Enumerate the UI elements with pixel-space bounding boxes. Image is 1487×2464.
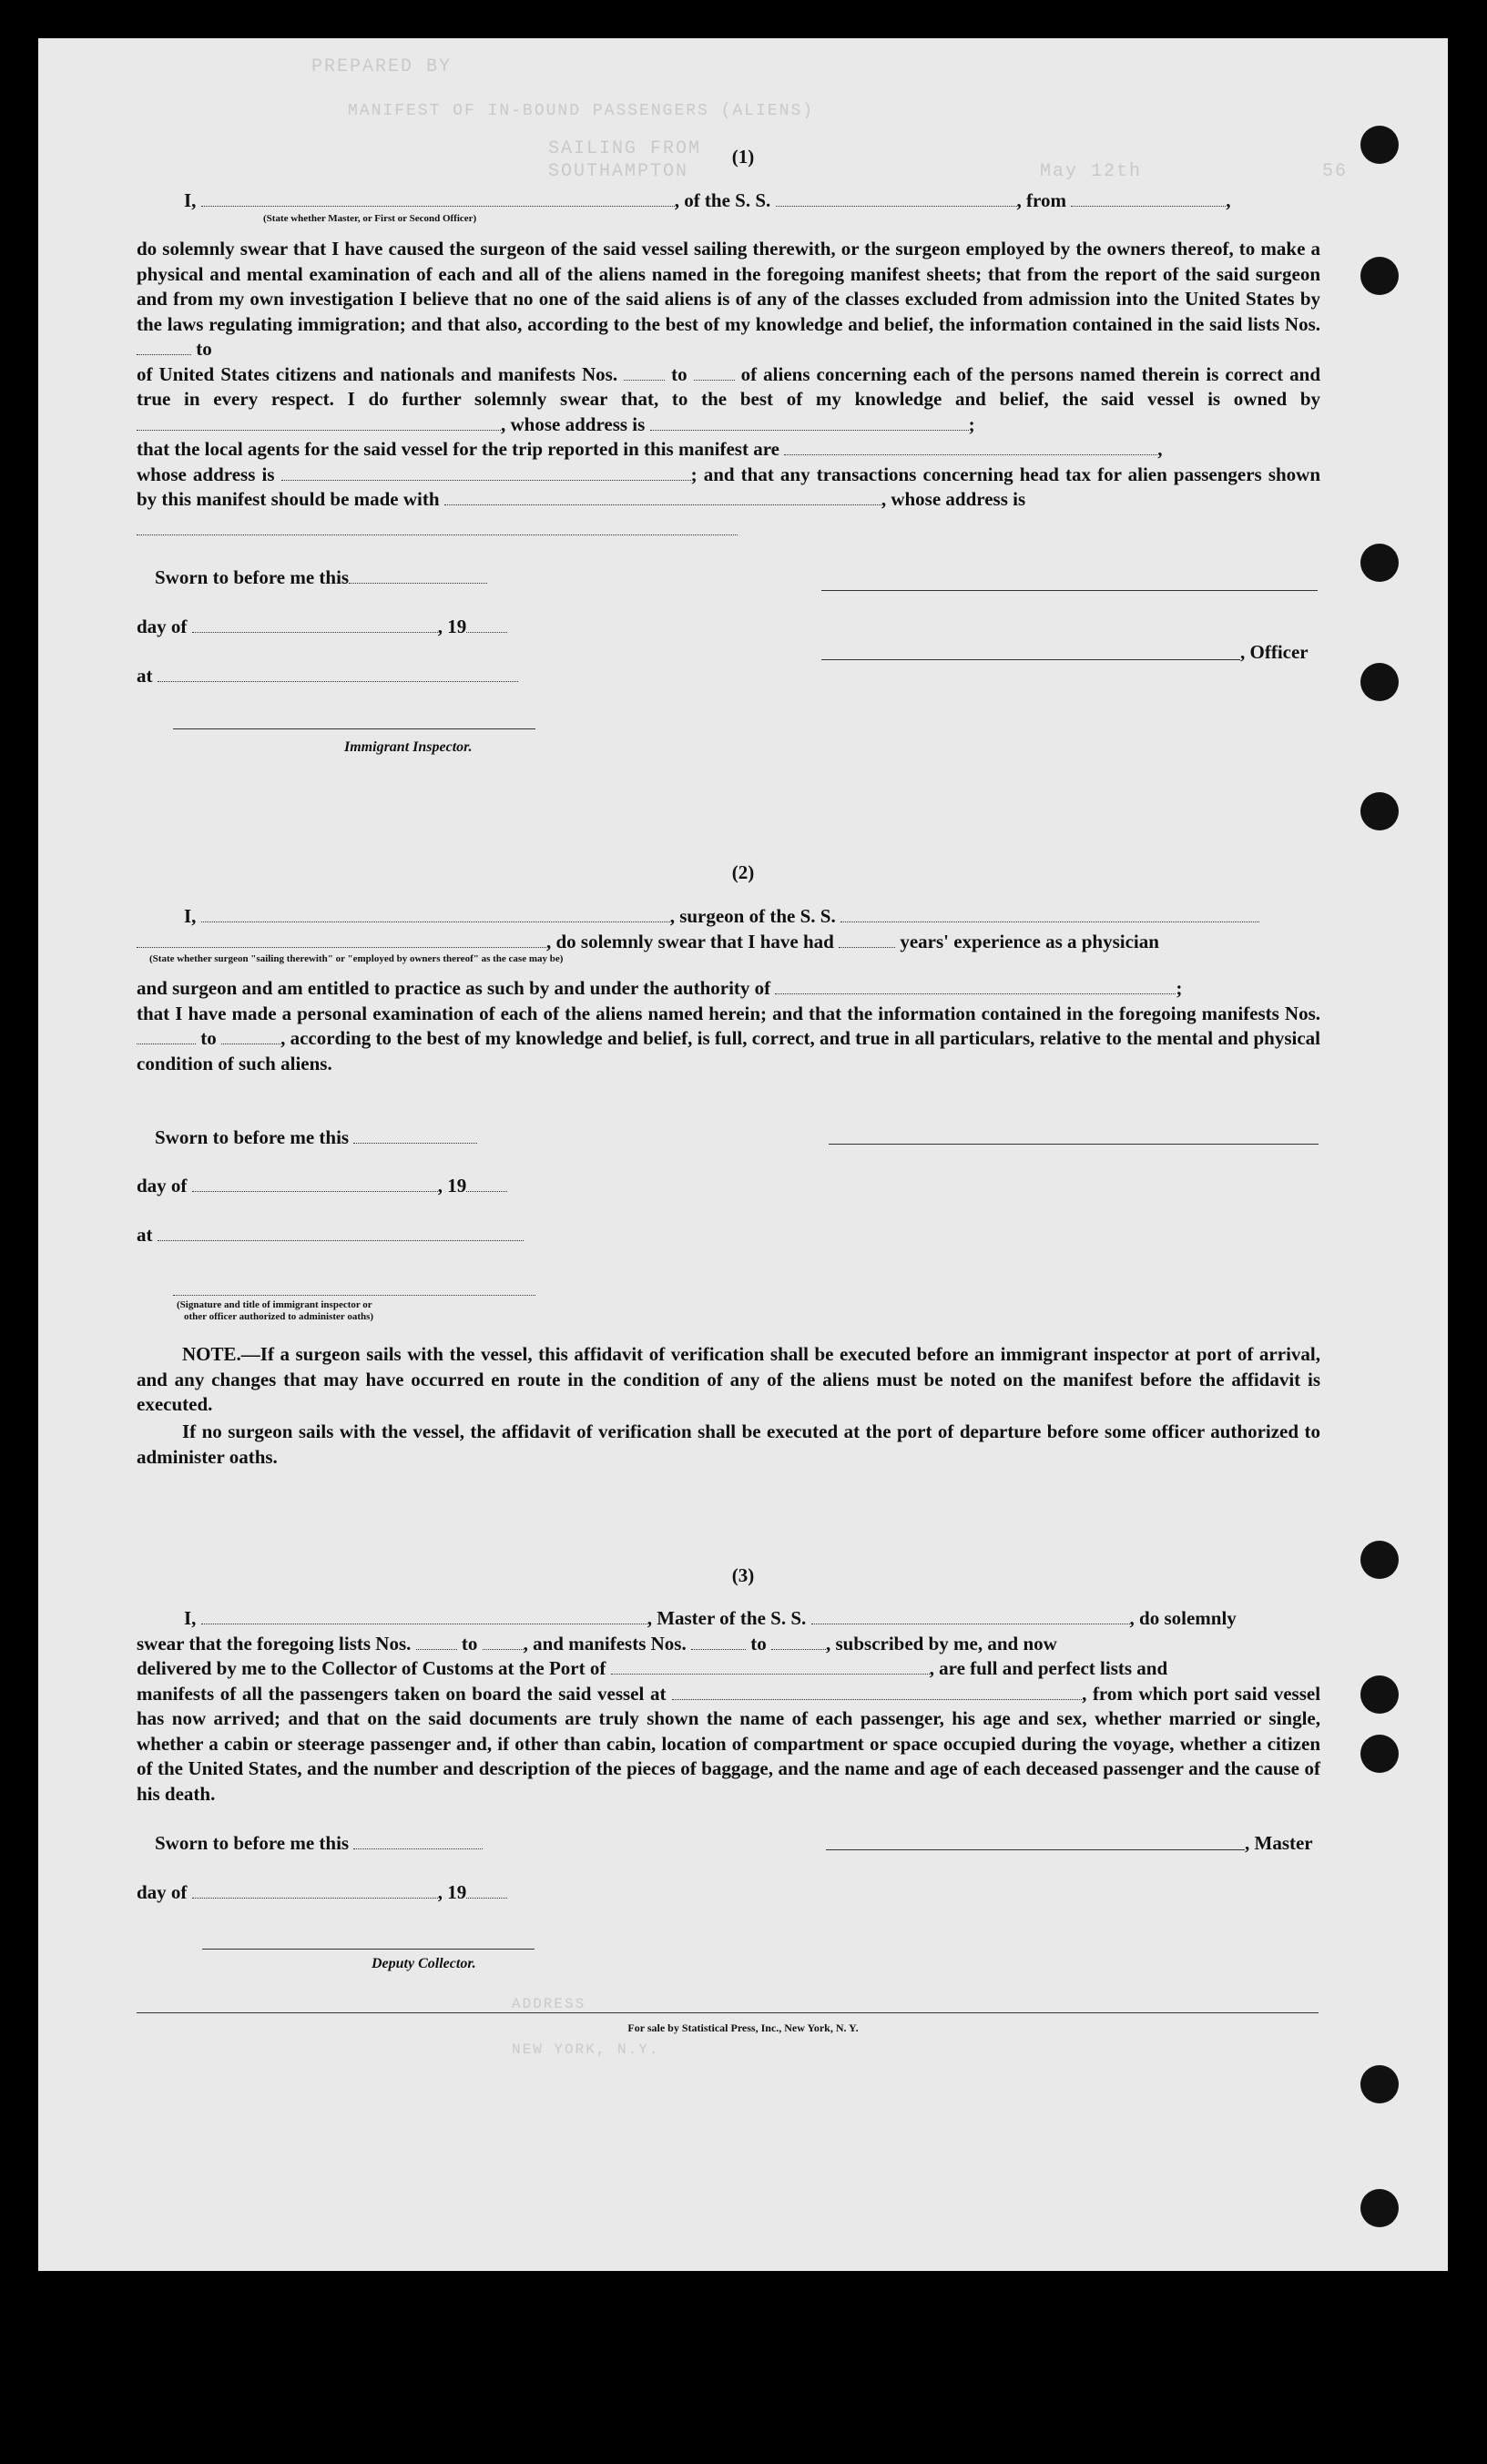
section-1-number: (1)	[731, 146, 755, 168]
year-field[interactable]	[466, 1176, 507, 1192]
manifests-all-text: manifests of all the passengers taken on board the said vessel at	[137, 1682, 667, 1705]
examination-text: that I have made a personal examination of each of the aliens named herein; and that the information contained in the foregoing manifests Nos.	[137, 1002, 1320, 1024]
text-to: to	[200, 1027, 217, 1049]
officer-signature-line[interactable]	[821, 590, 1318, 591]
section-1-body: do solemnly swear that I have caused the surgeon of the said vessel sailing therewith, or the surgeon employed by the owners thereof, to make a physical and mental examination of each and all of the aliens named in the foregoing manifest sheets; that from the report of the said surgeon and from my own investigation I believe that no one of the said aliens is of any of the classes excluded from admission into the United States by the laws regulating immigration; and that also, according to the best of my knowledge and belief, the information contained in the said lists Nos. to of United States citizens and nationals and manifests Nos. to of aliens concerning each of the persons named therein is correct and true in every respect. I do further solemnly swear that, to the best of my knowledge and belief, the said vessel is owned by , whose address is ; that the local agents for the said vessel for the trip reported in this manifest are , whose address is ; and that any transactions concerning head tax for alien passengers shown by this manifest should be made with , whose address is	[137, 238, 1321, 510]
agents-text: that the local agents for the said vessel for the trip reported in this manifest are	[137, 438, 779, 460]
section-3-number: (3)	[731, 1564, 755, 1586]
ghost-text: May 12th	[1040, 161, 1143, 182]
from-port-field[interactable]	[1071, 191, 1226, 207]
at-label	[137, 1224, 524, 1247]
officer-name-field[interactable]	[201, 191, 675, 207]
punch-hole	[1360, 1541, 1399, 1579]
place-field[interactable]	[158, 667, 518, 682]
master-label: , Master	[1245, 1832, 1313, 1854]
ship-name-field[interactable]	[840, 907, 1259, 922]
officer-title-line[interactable]	[821, 659, 1240, 660]
punch-hole	[1360, 663, 1399, 701]
day-of-text: day of	[137, 616, 188, 637]
ship-name-field[interactable]	[776, 191, 1017, 207]
manifests-from-field[interactable]	[691, 1634, 746, 1650]
ghost-text: PREPARED BY	[311, 56, 453, 77]
day-of-text: day of	[137, 1881, 188, 1903]
port-field[interactable]	[611, 1659, 930, 1675]
manifests-text: , and manifests Nos.	[523, 1632, 687, 1655]
manifests-to-field[interactable]	[694, 365, 735, 381]
text-to: to	[196, 338, 212, 360]
owner-field[interactable]	[137, 415, 501, 431]
ghost-text: SAILING FROM	[548, 138, 702, 159]
sworn-label	[155, 1832, 483, 1855]
year-text: , 19	[437, 1175, 467, 1196]
year-field[interactable]	[466, 1883, 507, 1899]
owner-address-field[interactable]	[650, 415, 969, 431]
inspector-signature-line[interactable]	[173, 728, 535, 729]
full-perfect-text: , are full and perfect lists and	[929, 1657, 1168, 1679]
text-address: , whose address is	[501, 412, 646, 435]
sworn-text: Sworn to before me this	[155, 1832, 350, 1854]
from-which-text: , from which	[1082, 1682, 1188, 1705]
surgeon-of-text: , surgeon of the S. S.	[669, 905, 836, 927]
master-signature-line[interactable]	[826, 1849, 1245, 1850]
sworn-day-field[interactable]	[353, 1834, 483, 1849]
inspector-caption: Immigrant Inspector.	[344, 739, 473, 755]
signature-note-2: other officer authorized to administer oaths)	[184, 1311, 374, 1322]
printer-credit: For sale by Statistical Press, Inc., New York, N. Y.	[627, 2021, 859, 2034]
citizens-text: of United States citizens and nationals and manifests Nos.	[137, 362, 618, 385]
master-name-field[interactable]	[201, 1609, 647, 1624]
section-1-first-line	[184, 189, 1230, 212]
text-i: I,	[184, 905, 197, 927]
punch-hole	[1360, 126, 1399, 164]
delivered-text: delivered by me to the Collector of Customs at the Port of	[137, 1657, 606, 1679]
subscribed-text: , subscribed by me, and now	[825, 1632, 1057, 1655]
ghost-text: MANIFEST OF IN-BOUND PASSENGERS (ALIENS)	[348, 102, 815, 120]
punch-hole	[1360, 2189, 1399, 2227]
head-tax-agent-field[interactable]	[444, 490, 881, 505]
signature-note-1: (Signature and title of immigrant inspector or	[177, 1299, 372, 1310]
agents-address-field[interactable]	[281, 465, 691, 481]
years-field[interactable]	[839, 932, 895, 948]
lists-text: swear that the foregoing lists Nos.	[137, 1632, 412, 1655]
at-label	[137, 665, 518, 687]
punch-hole	[1360, 257, 1399, 295]
aliens-text: of aliens concerning each of the persons named therein is correct and true in every respect. I do further solemnly swear that, to the best of my knowledge and belief, the said vessel is owned by	[137, 362, 1320, 410]
section-2-body: and surgeon and am entitled to practice as such by and under the authority of ; that I have made a personal examination of each of the aliens named herein; and that the information contained in the foregoing manifests Nos. to , according to the best of my knowledge and belief, is full, correct, and true in all particulars, relative to the mental and physical condition of such aliens.	[137, 977, 1321, 1074]
ghost-text: NEW YORK, N.Y.	[512, 2041, 660, 2058]
solemnly-text: , do solemnly	[1129, 1607, 1237, 1629]
authority-field[interactable]	[775, 979, 1176, 994]
sworn-text: Sworn to before me this	[155, 1126, 350, 1148]
note-text: —If a surgeon sails with the vessel, this affidavit of verification shall be executed before an immigrant inspector at port of arrival, and any changes that may have occurred en route in the condition of any of the aliens must be noted on the manifest before the affidavit is executed.	[137, 1343, 1320, 1415]
month-field[interactable]	[192, 1176, 438, 1192]
sworn-label	[155, 1126, 477, 1149]
note-label: NOTE.	[182, 1343, 241, 1365]
surgeon-status-field[interactable]	[137, 932, 546, 948]
surgeon-note: (State whether surgeon "sailing therewith" or "employed by owners thereof" as the case may be)	[149, 953, 564, 964]
punch-hole	[1360, 544, 1399, 582]
year-field[interactable]	[466, 617, 507, 633]
lists-from-field[interactable]	[416, 1634, 457, 1650]
text-address: , whose address is	[881, 488, 1026, 510]
ship-name-field[interactable]	[811, 1609, 1130, 1624]
at-text: at	[137, 1224, 153, 1246]
solemnly-text: , do solemnly swear that I have had	[546, 931, 834, 952]
manifests-to-field[interactable]	[771, 1634, 826, 1650]
condition-text: , according to the best of my knowledge and belief, is full, correct, and true in all particulars, relative to the mental and physical condition of such aliens.	[137, 1027, 1321, 1074]
month-field[interactable]	[192, 617, 438, 633]
ghost-text: 56	[1322, 161, 1349, 182]
year-text: , 19	[437, 1881, 467, 1903]
inspector-signature-line[interactable]	[173, 1295, 535, 1296]
footer-rule	[137, 2012, 1319, 2013]
day-of-text: day of	[137, 1175, 188, 1196]
text-semicolon: ;	[968, 412, 975, 435]
section-2-second-line	[137, 931, 1159, 953]
oath-text: do solemnly swear that I have caused the surgeon of the said vessel sailing therewith, or the surgeon employed by the owners thereof, to make a physical and mental examination of each and all of the aliens named in the foregoing manifest sheets; that from the report of the said surgeon and from my own investigation I believe that no one of the said aliens is of any of the classes excluded from admission into the United States by the laws regulating immigration; and that also, according to the best of my knowledge and belief, the information contained in the said lists Nos.	[137, 238, 1320, 335]
day-of-label	[137, 1881, 507, 1904]
sworn-text: Sworn to before me this	[155, 566, 350, 588]
day-of-label	[137, 1175, 507, 1197]
lists-to-field[interactable]	[483, 1634, 524, 1650]
text-from: , from	[1016, 189, 1066, 211]
text-to: to	[461, 1632, 478, 1655]
authority-text: and surgeon and am entitled to practice as such by and under the authority of	[137, 977, 771, 999]
officer-note: (State whether Master, or First or Second Officer)	[263, 213, 477, 224]
punch-hole	[1360, 1735, 1399, 1773]
manifests-from-field[interactable]	[624, 365, 665, 381]
text-of-ss: , of the S. S.	[674, 189, 771, 211]
punch-hole	[1360, 792, 1399, 830]
punch-hole	[1360, 1675, 1399, 1714]
surgeon-name-field[interactable]	[201, 907, 670, 922]
text-to: to	[750, 1632, 767, 1655]
sworn-day-field[interactable]	[349, 568, 487, 584]
officer-label: , Officer	[1240, 641, 1309, 663]
day-of-label	[137, 616, 507, 638]
agents-field[interactable]	[784, 440, 1157, 455]
text-i: I,	[184, 189, 197, 211]
text-to: to	[671, 362, 687, 385]
surgeon-signature-line[interactable]	[829, 1144, 1319, 1145]
note-paragraph-2: If no surgeon sails with the vessel, the affidavit of verification shall be executed at the port of departure before some officer authorized to administer oaths.	[137, 1420, 1320, 1468]
ghost-text: SOUTHAMPTON	[548, 161, 689, 182]
head-tax-text: ; and that any transactions concerning head tax for alien passengers shown by this manifest should be made with	[137, 463, 1321, 510]
manifest-from-field[interactable]	[137, 1029, 196, 1044]
section-3-body	[137, 1606, 1320, 1807]
section-2-first-line	[184, 905, 1259, 928]
lists-from-field[interactable]	[137, 340, 191, 355]
sworn-label	[155, 566, 487, 589]
deputy-collector-caption: Deputy Collector.	[372, 1956, 476, 1971]
years-text: years' experience as a physician	[900, 931, 1159, 952]
ghost-text: ADDRESS	[512, 1996, 586, 2012]
text-address: whose address is	[137, 463, 275, 485]
at-text: at	[137, 665, 153, 687]
sworn-day-field[interactable]	[353, 1128, 477, 1144]
place-field[interactable]	[158, 1226, 524, 1241]
punch-hole	[1360, 2065, 1399, 2103]
manifest-to-field[interactable]	[221, 1029, 280, 1044]
month-field[interactable]	[192, 1883, 438, 1899]
master-of-text: , Master of the S. S.	[647, 1607, 807, 1629]
note-paragraph	[137, 1342, 1320, 1418]
text-comma: ,	[1226, 189, 1231, 211]
text-i: I,	[184, 1607, 197, 1629]
form-sheet	[38, 38, 1448, 2271]
departure-port-field[interactable]	[672, 1685, 1082, 1700]
year-text: , 19	[437, 616, 467, 637]
collector-signature-line[interactable]	[202, 1949, 535, 1950]
passenger-details-text: port said vessel has now arrived; and that on the said documents are truly shown the name of each passenger, his age and sex, whether married or single, whether a cabin or steerage passenger and, if other than cabin, location of compartment or space occupied during the voyage, whether a citizen of the United States, and the number and description of the pieces of baggage, and the name and age of each deceased passenger and the cause of his death.	[137, 1682, 1321, 1805]
section-2-number: (2)	[731, 861, 755, 883]
